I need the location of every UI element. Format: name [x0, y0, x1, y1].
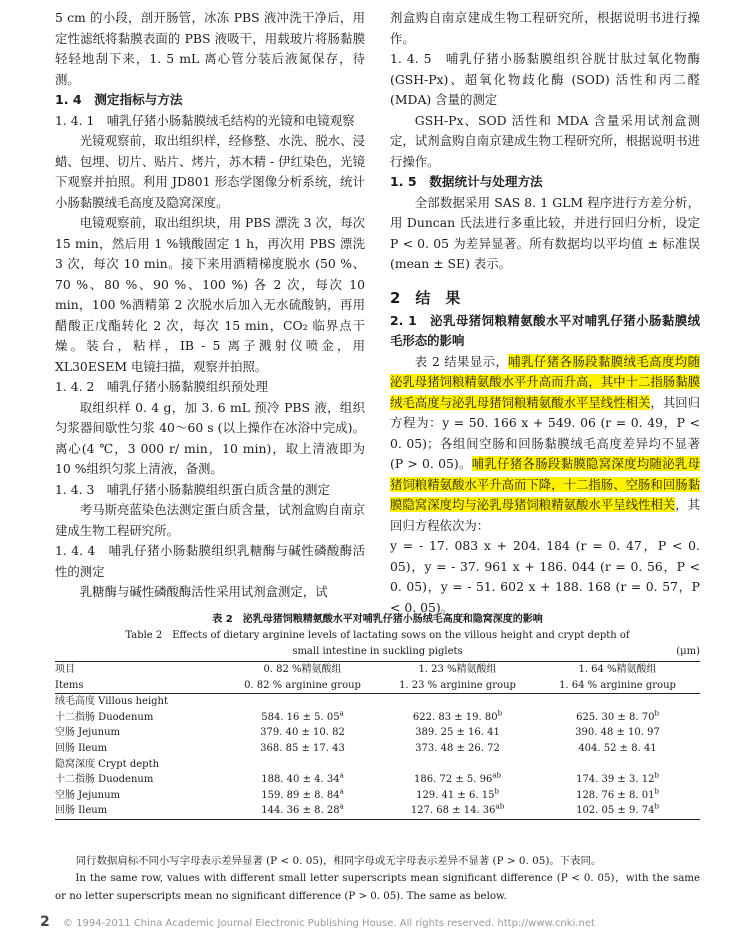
- table-cell: 390. 48 ± 10. 97: [575, 727, 660, 739]
- table-cell: 174. 39 ± 3. 12$^b$: [576, 771, 659, 786]
- header-cell: 1. 23 %精氨酸组: [380, 662, 535, 678]
- body-paragraph-lactase: 乳糖酶与碱性磷酸酶活性采用试剂盒测定，试: [79, 584, 328, 599]
- table-header-row-cn: [55, 662, 700, 678]
- header-cell: 1. 64 %精氨酸组: [535, 662, 700, 678]
- page-number: 2: [40, 914, 50, 930]
- table-cell: 144. 36 ± 8. 28$^a$: [225, 803, 380, 819]
- header-cell: Items: [55, 678, 225, 694]
- group-label: 绒毛高度 Villous height: [55, 696, 169, 708]
- left-column: [55, 8, 365, 603]
- table-row: [55, 725, 700, 741]
- table-caption-en-line2: [55, 644, 700, 660]
- data-table: [55, 661, 700, 820]
- table-unit: (μm): [676, 646, 700, 657]
- section-heading-results: 2 结 果: [390, 288, 461, 307]
- table-row: [55, 788, 700, 804]
- table-cell: 625. 30 ± 8. 70$^b$: [576, 709, 659, 723]
- subsection-heading-1-4-4: 1. 4. 4 哺乳仔猪小肠黏膜组织乳糖酶与碱性磷酸酶活性的测定: [55, 543, 365, 579]
- table-header-row-en: [55, 678, 700, 694]
- results-text-equations-intro: ，其回归方程依次为：: [390, 497, 701, 533]
- table-row: [55, 803, 700, 819]
- copyright-text: © 1994-2011 China Academic Journal Electronic Publishing House. All rights reserved. http://www.cnki.net: [62, 918, 595, 929]
- table-cell: 129. 41 ± 6. 15$^b$: [416, 787, 499, 801]
- table-2: [55, 612, 700, 820]
- body-paragraph-light-microscopy: 光镜观察前，取出组织样，经修整、水洗、脱水、浸蜡、包埋、切片、贴片、烤片，苏木精 - 伊红染色，光镜下观察并拍照。利用 JD801 形态学图像分析系统，统计小肠黏膜绒毛高度及隐窝深度。: [55, 133, 365, 210]
- highlighted-text-crypt: 哺乳仔猪各肠段黏膜隐窝深度均随泌乳母猪饲粮精氨酸水平升高而下降，十二指肠、空肠和回肠黏膜隐窝深度均与泌乳母猪饲粮精氨酸水平呈线性相关: [390, 456, 701, 512]
- table-caption-en: Table 2 Effects of dietary arginine levels of lactating sows on the villous height and crypt depth of: [125, 630, 630, 641]
- subsection-heading-1-4-1: 1. 4. 1 哺乳仔猪小肠黏膜绒毛结构的光镜和电镜观察: [55, 112, 355, 128]
- subsection-heading-1-4-5: 1. 4. 5 哺乳仔猪小肠黏膜组织谷胱甘肽过氧化物酶 (GSH-Px)、超氧化物歧化酶 (SOD) 活性和丙二醛 (MDA) 含量的测定: [390, 51, 700, 107]
- row-label: 空肠 Jejunum: [55, 727, 121, 739]
- table-cell: 188. 40 ± 4. 34$^a$: [261, 771, 344, 786]
- table-note-cn: 同行数据肩标不同小写字母表示差异显著 (P < 0. 05)，相同字母或无字母表示差异不显著 (P > 0. 05)。下表同。: [75, 855, 602, 867]
- header-cell: 1. 64 % arginine group: [535, 678, 700, 694]
- table-cell: 389. 25 ± 16. 41: [415, 727, 500, 739]
- table-cell: 373. 48 ± 26. 72: [415, 742, 500, 754]
- table-group-row: [55, 694, 700, 710]
- body-paragraph: 剂盒购自南京建成生物工程研究所，根据说明书进行操作。: [390, 10, 700, 46]
- body-paragraph-protein: 考马斯亮蓝染色法测定蛋白质含量，试剂盒购自南京建成生物工程研究所。: [55, 502, 365, 538]
- subsection-heading-1-4-2: 1. 4. 2 哺乳仔猪小肠黏膜组织预处理: [55, 379, 268, 394]
- body-paragraph-pretreatment: 取组织样 0. 4 g，加 3. 6 mL 预冷 PBS 液，组织匀浆器间歇性匀浆 40～60 s (以上操作在冰浴中完成)。离心(4 ℃，3 000 r/ min，10 min)，取上清液即为 10 %组织匀浆上清液，备测。: [55, 399, 365, 476]
- table-cell: 102. 05 ± 9. 74$^b$: [535, 803, 700, 819]
- table-cell: 404. 52 ± 8. 41: [578, 742, 657, 754]
- subsection-heading-2-1: 2. 1 泌乳母猪饲粮精氨酸水平对哺乳仔猪小肠黏膜绒毛形态的影响: [390, 312, 700, 348]
- header-cell: 项目: [55, 662, 225, 678]
- body-paragraph-electron-microscopy: 电镜观察前，取出组织块，用 PBS 漂洗 3 次，每次 15 min，然后用 1 %锇酸固定 1 h，再次用 PBS 漂洗 3 次，每次 10 min。接下来用酒精梯度脱水 (50 %、70 %、80 %、90 %、100 %) 各 2 次，每次 10 min，100 %酒精第 2 次脱水后加入无水硫酸钠，再用醋酸正戊酯转化 2 次，每次 15 min，CO₂ 临界点干燥。装台，粘样，IB - 5 离子溅射仪喷金，用 XL30ESEM 电镜扫描，观察并拍照。: [55, 215, 365, 374]
- row-label: 回肠 Ileum: [55, 742, 108, 754]
- header-cell: 1. 23 % arginine group: [380, 678, 535, 694]
- table-cell: 128. 76 ± 8. 01$^b$: [576, 787, 659, 801]
- highlighted-text-villous: 哺乳仔猪各肠段黏膜绒毛高度均随泌乳母猪饲粮精氨酸水平升高而升高，其中十二指肠黏膜绒毛高度与泌乳母猪饲粮精氨酸水平呈线性相关: [390, 353, 701, 410]
- regression-equations: y = - 17. 083 x + 204. 184 (r = 0. 47，P < 0. 05)，y = - 37. 961 x + 186. 044 (r = 0. 56，P < 0. 05)，y = - 51. 602 x + 188. 168 (r = 0. 57，P < 0. 05)。: [390, 538, 700, 615]
- right-column: [390, 8, 700, 618]
- table-row: [55, 741, 700, 757]
- body-paragraph: 5 cm 的小段，剖开肠管，冰冻 PBS 液冲洗干净后，用定性滤纸将黏膜表面的 PBS 液吸干，用载玻片将肠黏膜轻轻地刮下来，1. 5 mL 离心管分装后液氮保存，待测。: [55, 10, 365, 87]
- table-cell: 379. 40 ± 10. 82: [260, 727, 345, 739]
- body-paragraph-gsh-px: GSH-Px、SOD 活性和 MDA 含量采用试剂盒测定，试剂盒购自南京建成生物工程研究所，根据说明书进行操作。: [390, 112, 700, 169]
- row-label: 回肠 Ileum: [55, 803, 225, 819]
- results-text-regression: ，其回归方程为：y = 50. 166 x + 549. 06 (r = 0. 49，P < 0. 05)；各组间空肠和回肠黏膜绒毛高度差异均不显著 (P > 0. 05)。: [390, 394, 701, 471]
- group-label: 隐窝深度 Crypt depth: [55, 758, 160, 770]
- table-cell: 622. 83 ± 19. 80$^b$: [412, 709, 503, 723]
- table-cell: 368. 85 ± 17. 43: [260, 742, 345, 754]
- row-label: 十二指肠 Duodenum: [55, 774, 154, 786]
- table-row: [55, 710, 700, 726]
- body-paragraph-results: [390, 352, 700, 537]
- table-cell: 186. 72 ± 5. $96^{ab}$: [413, 771, 501, 786]
- table-group-row: [55, 757, 700, 773]
- table-cell: 127. 68 ± 14. $36^{ab}$: [380, 803, 535, 819]
- body-paragraph-statistics: 全部数据采用 SAS 8. 1 GLM 程序进行方差分析，用 Duncan 氏法进行多重比较，并进行回归分析，设定 P < 0. 05 为差异显著。所有数据均以平均值 ± 标准误 (mean ± SE) 表示。: [390, 194, 700, 271]
- section-heading-1-4: 1. 4 测定指标与方法: [55, 92, 183, 107]
- header-cell: 0. 82 % arginine group: [225, 678, 380, 694]
- table-caption-cn: 表 2 泌乳母猪饲粮精氨酸水平对哺乳仔猪小肠绒毛高度和隐窝深度的影响: [212, 614, 543, 625]
- table-cell: 159. 89 ± 8. 84$^a$: [261, 787, 344, 801]
- row-label: 空肠 Jejunum: [55, 789, 121, 801]
- table-row: [55, 772, 700, 788]
- table-caption-en-cont: small intestine in suckling piglets: [292, 646, 463, 657]
- table-note-en: In the same row, values with different small letter superscripts mean significant difference (P < 0. 05)，with the same or no letter superscripts mean no significant difference (P > 0. 05). The same as below.: [55, 873, 700, 902]
- row-label: 十二指肠 Duodenum: [55, 711, 154, 723]
- subsection-heading-1-4-3: 1. 4. 3 哺乳仔猪小肠黏膜组织蛋白质含量的测定: [55, 481, 330, 497]
- table-cell: 584. 16 ± 5. 05$^a$: [261, 709, 344, 723]
- header-cell: 0. 82 %精氨酸组: [225, 662, 380, 678]
- section-heading-1-5: 1. 5 数据统计与处理方法: [390, 174, 543, 189]
- results-text-intro: 表 2 结果显示，: [414, 353, 509, 369]
